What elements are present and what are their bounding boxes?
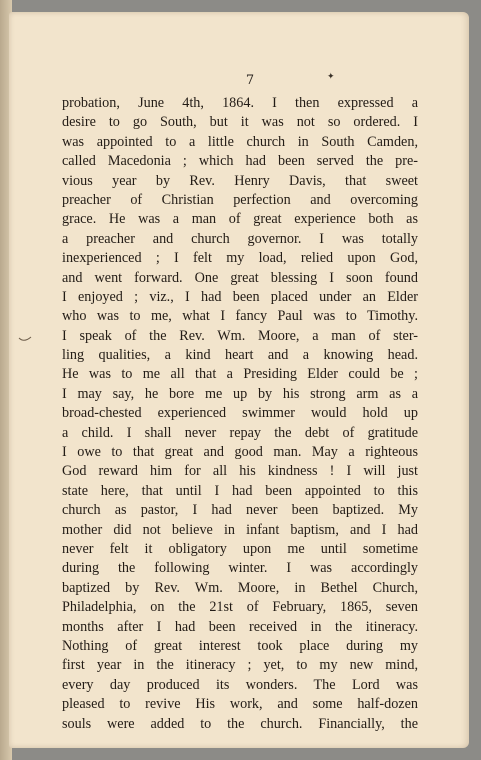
text-line: every day produced its wonders. The Lord was (62, 676, 418, 693)
text-line: called Macedonia ; which had been served the pre- (62, 153, 418, 170)
text-line: state here, that until I had been appointed to this (62, 482, 418, 499)
text-line: inexperienced ; I felt my load, relied upon God, (62, 250, 418, 267)
text-line: during the following winter. I was accordingly (62, 560, 418, 577)
text-line: Philadelphia, on the 21st of February, 1865, seven (62, 599, 418, 616)
text-line: who was to me, what I fancy Paul was to Timothy. (62, 308, 418, 325)
text-line: was appointed to a little church in South Camden, (62, 133, 418, 150)
text-line: souls were added to the church. Financially, the (62, 715, 418, 732)
text-line: months after I had been received in the itineracy. (62, 618, 418, 635)
text-line: ling qualities, a kind heart and a knowing head. (62, 347, 418, 364)
text-line: Nothing of great interest took place during my (62, 637, 418, 654)
text-line: church as pastor, I had never been baptized. My (62, 502, 418, 519)
body-text (62, 94, 418, 734)
text-line: a child. I shall never repay the debt of gratitude (62, 424, 418, 441)
text-line: baptized by Rev. Wm. Moore, in Bethel Church, (62, 579, 418, 596)
text-line: I owe to that great and good man. May a righteous (62, 444, 418, 461)
margin-tick-icon (18, 335, 32, 345)
text-line: and went forward. One great blessing I soon found (62, 269, 418, 286)
text-line: never felt it obligatory upon me until sometime (62, 540, 418, 557)
text-line: desire to go South, but it was not so ordered. I (62, 114, 418, 131)
text-line: pleased to revive His work, and some half-dozen (62, 696, 418, 713)
text-line: I speak of the Rev. Wm. Moore, a man of ster- (62, 327, 418, 344)
text-line: first year in the itineracy ; yet, to my new mind, (62, 657, 418, 674)
text-line: I may say, he bore me up by his strong arm as a (62, 385, 418, 402)
text-line: He was to me all that a Presiding Elder could be ; (62, 366, 418, 383)
text-line: vious year by Rev. Henry Davis, that sweet (62, 172, 418, 189)
text-line: a preacher and church governor. I was totally (62, 230, 418, 247)
printer-mark-icon: ✦ (327, 72, 335, 82)
text-line: broad-chested experienced swimmer would hold up (62, 405, 418, 422)
text-line: preacher of Christian perfection and overcoming (62, 191, 418, 208)
text-line: grace. He was a man of great experience both as (62, 211, 418, 228)
page-number: 7 (245, 73, 255, 88)
text-line: God reward him for all his kindness ! I will just (62, 463, 418, 480)
text-line: I enjoyed ; viz., I had been placed under an Elder (62, 288, 418, 305)
text-line: probation, June 4th, 1864. I then expressed a (62, 95, 418, 111)
text-line: mother did not believe in infant baptism, and I had (62, 521, 418, 538)
